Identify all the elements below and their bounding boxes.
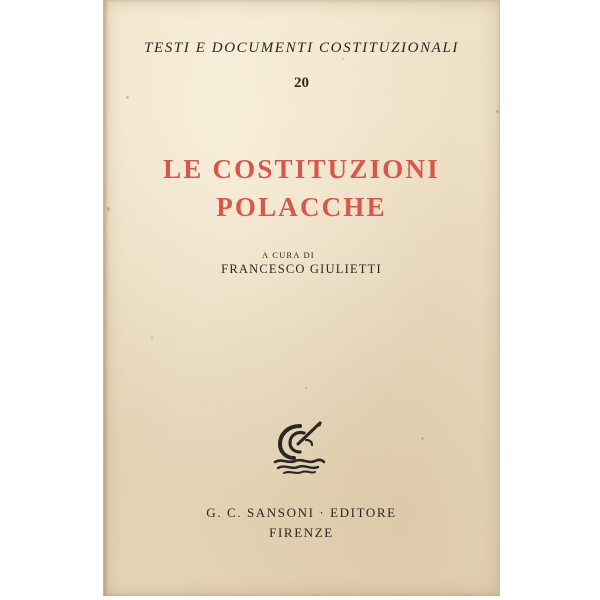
series-number: 20 [294,75,309,91]
publisher-city: FIRENZE [269,525,334,540]
editor-label: A CURA DI [262,250,315,260]
paper-speck [342,58,344,60]
paper-speck [151,337,153,339]
book-title-line-2: POLACCHE [216,192,387,222]
book-title-line-1: LE COSTITUZIONI [163,154,440,184]
paper-speck [421,437,424,440]
book-cover [103,0,500,596]
paper-speck [126,96,129,99]
paper-speck [305,387,307,389]
editor-name: FRANCESCO GIULIETTI [221,262,382,276]
paper-speck [496,110,499,113]
publisher-name: G. C. SANSONI · EDITORE [206,505,397,520]
publisher-logo-icon [270,420,328,476]
series-title: TESTI E DOCUMENTI COSTITUZIONALI [144,40,459,56]
